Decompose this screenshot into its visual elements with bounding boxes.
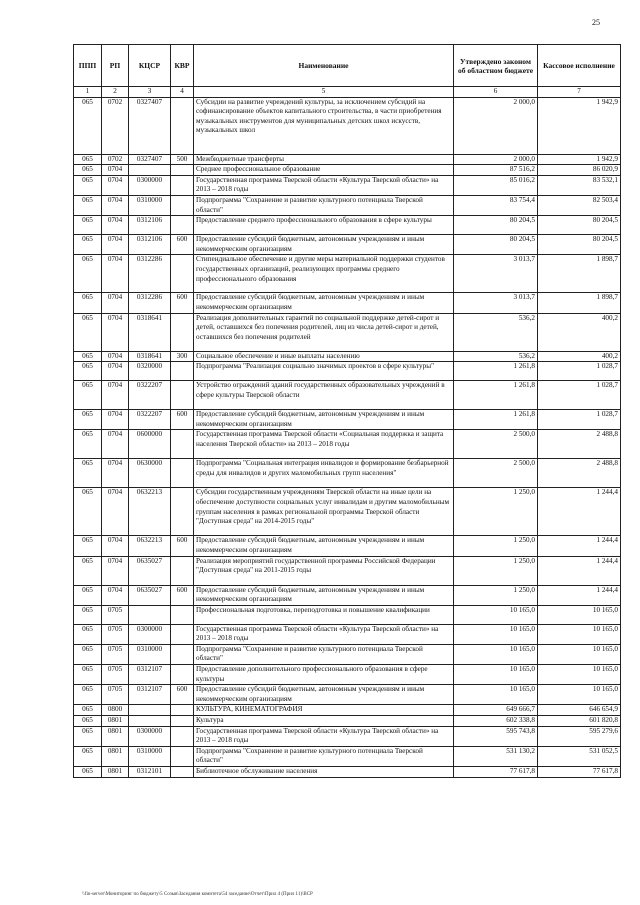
cell-name: КУЛЬТУРА, КИНЕМАТОГРАФИЯ <box>194 705 454 716</box>
cell-name: Субсидии государственным учреждениям Тверской области на иные цели на обеспечение доступности социальных услуг инвалидам и другим маломобильным группам населения в рамках региональной программы Тверской области "Доступная среда" на 2014-2015 годы" <box>194 488 454 536</box>
cell-approved: 1 250,0 <box>454 556 538 585</box>
table-row <box>74 430 621 459</box>
cell-name: Государственная программа Тверской области «Социальная поддержка и защита населения Тверской области» на 2013 – 2018 годы <box>194 430 454 459</box>
cell-kcsr: 0630000 <box>129 459 171 488</box>
cell-approved: 531 130,2 <box>454 746 538 766</box>
cell-kcsr <box>129 165 171 176</box>
cell-cash: 10 165,0 <box>538 644 621 664</box>
cell-cash: 1 942,9 <box>538 97 621 154</box>
cell-rp: 0705 <box>102 685 129 705</box>
cell-rp: 0704 <box>102 313 129 351</box>
table-row <box>74 154 621 165</box>
cell-kcsr: 0300000 <box>129 175 171 195</box>
col-number: 1 <box>74 87 102 98</box>
cell-kvr <box>171 459 194 488</box>
cell-kcsr: 0310000 <box>129 746 171 766</box>
cell-ppp: 065 <box>74 430 102 459</box>
cell-approved: 83 754,4 <box>454 195 538 215</box>
cell-approved: 2 500,0 <box>454 459 538 488</box>
cell-ppp: 065 <box>74 459 102 488</box>
table-row <box>74 381 621 410</box>
cell-rp: 0704 <box>102 585 129 605</box>
page-number: 25 <box>592 18 600 27</box>
cell-name: Межбюджетные трансферты <box>194 154 454 165</box>
cell-kcsr: 0318641 <box>129 351 171 362</box>
cell-ppp: 065 <box>74 235 102 255</box>
cell-kvr <box>171 362 194 381</box>
cell-name: Стипендиальное обеспечение и другие меры материальной поддержки студентов государственных организаций, реализующих программы среднего профессионального образования <box>194 255 454 293</box>
cell-kvr: 500 <box>171 154 194 165</box>
cell-approved: 85 016,2 <box>454 175 538 195</box>
table-row <box>74 362 621 381</box>
table-row <box>74 536 621 556</box>
cell-ppp: 065 <box>74 362 102 381</box>
cell-approved: 1 261,8 <box>454 410 538 430</box>
cell-name: Библиотечное обслуживание населения <box>194 767 454 778</box>
cell-ppp: 065 <box>74 536 102 556</box>
cell-rp: 0702 <box>102 97 129 154</box>
cell-name: Предоставление субсидий бюджетным, автономным учреждениям и иным некоммерческим организациям <box>194 235 454 255</box>
cell-approved: 10 165,0 <box>454 605 538 624</box>
cell-approved: 10 165,0 <box>454 644 538 664</box>
cell-rp: 0704 <box>102 216 129 235</box>
cell-kvr: 300 <box>171 351 194 362</box>
cell-rp: 0800 <box>102 705 129 716</box>
table-row <box>74 726 621 746</box>
cell-name: Культура <box>194 716 454 727</box>
table-row <box>74 175 621 195</box>
table-row <box>74 585 621 605</box>
cell-ppp: 065 <box>74 313 102 351</box>
table-row <box>74 351 621 362</box>
cell-approved: 2 000,0 <box>454 97 538 154</box>
table-row <box>74 685 621 705</box>
col-name: Наименование <box>194 45 454 87</box>
cell-kcsr <box>129 716 171 727</box>
table-row <box>74 665 621 685</box>
table-row <box>74 410 621 430</box>
cell-rp: 0705 <box>102 624 129 644</box>
cell-ppp: 065 <box>74 705 102 716</box>
cell-rp: 0704 <box>102 255 129 293</box>
cell-approved: 1 250,0 <box>454 488 538 536</box>
cell-cash: 1 898,7 <box>538 255 621 293</box>
cell-kvr: 600 <box>171 585 194 605</box>
col-number: 7 <box>538 87 621 98</box>
cell-kcsr: 0327407 <box>129 97 171 154</box>
cell-kcsr: 0312107 <box>129 685 171 705</box>
cell-name: Предоставление субсидий бюджетным, автономным учреждениям и иным некоммерческим организациям <box>194 585 454 605</box>
cell-rp: 0705 <box>102 665 129 685</box>
cell-kcsr: 0312101 <box>129 767 171 778</box>
cell-kcsr: 0312286 <box>129 255 171 293</box>
cell-name: Устройство ограждений зданий государственных образовательных учреждений в сфере культуры Тверской области <box>194 381 454 410</box>
column-number-row <box>74 87 621 98</box>
cell-approved: 536,2 <box>454 351 538 362</box>
table-row <box>74 313 621 351</box>
cell-cash: 80 204,5 <box>538 235 621 255</box>
cell-approved: 80 204,5 <box>454 235 538 255</box>
cell-kvr <box>171 767 194 778</box>
table-row <box>74 746 621 766</box>
cell-name: Предоставление субсидий бюджетным, автономным учреждениям и иным некоммерческим организациям <box>194 410 454 430</box>
cell-kcsr: 0310000 <box>129 195 171 215</box>
cell-rp: 0704 <box>102 175 129 195</box>
cell-kcsr: 0635027 <box>129 585 171 605</box>
cell-name: Предоставление субсидий бюджетным, автономным учреждениям и иным некоммерческим организациям <box>194 536 454 556</box>
col-number: 2 <box>102 87 129 98</box>
cell-cash: 1 244,4 <box>538 585 621 605</box>
cell-approved: 80 204,5 <box>454 216 538 235</box>
cell-ppp: 065 <box>74 216 102 235</box>
cell-approved: 10 165,0 <box>454 624 538 644</box>
cell-rp: 0702 <box>102 154 129 165</box>
cell-name: Подпрограмма "Сохранение и развитие культурного потенциала Тверской области" <box>194 746 454 766</box>
cell-kvr <box>171 705 194 716</box>
cell-cash: 1 898,7 <box>538 293 621 313</box>
cell-approved: 536,2 <box>454 313 538 351</box>
cell-approved: 649 666,7 <box>454 705 538 716</box>
cell-ppp: 065 <box>74 605 102 624</box>
cell-cash: 646 654,9 <box>538 705 621 716</box>
cell-cash: 1 244,4 <box>538 488 621 536</box>
cell-cash: 1 028,7 <box>538 410 621 430</box>
cell-rp: 0704 <box>102 556 129 585</box>
cell-name: Социальное обеспечение и иные выплаты населению <box>194 351 454 362</box>
cell-cash: 531 052,5 <box>538 746 621 766</box>
cell-kcsr: 0600000 <box>129 430 171 459</box>
cell-kcsr <box>129 605 171 624</box>
cell-approved: 1 250,0 <box>454 585 538 605</box>
cell-rp: 0704 <box>102 351 129 362</box>
cell-rp: 0704 <box>102 410 129 430</box>
cell-approved: 602 338,8 <box>454 716 538 727</box>
cell-cash: 2 488,8 <box>538 459 621 488</box>
col-kcsr: КЦСР <box>129 45 171 87</box>
cell-cash: 1 244,4 <box>538 536 621 556</box>
cell-rp: 0704 <box>102 430 129 459</box>
cell-kvr <box>171 216 194 235</box>
cell-cash: 80 204,5 <box>538 216 621 235</box>
cell-rp: 0704 <box>102 195 129 215</box>
cell-cash: 77 617,8 <box>538 767 621 778</box>
cell-cash: 2 488,8 <box>538 430 621 459</box>
cell-cash: 601 820,8 <box>538 716 621 727</box>
cell-approved: 595 743,8 <box>454 726 538 746</box>
cell-cash: 86 020,9 <box>538 165 621 176</box>
cell-approved: 1 250,0 <box>454 536 538 556</box>
budget-table <box>73 44 621 778</box>
cell-ppp: 065 <box>74 97 102 154</box>
cell-kcsr: 0635027 <box>129 556 171 585</box>
cell-name: Субсидии на развитие учреждений культуры, за исключением субсидий на софинансирование объектов капитального строительства, в части приобретения музыкальных инструментов для муниципальных детских школ искусств, музыкальных школ <box>194 97 454 154</box>
cell-kcsr: 0322207 <box>129 410 171 430</box>
cell-kcsr: 0312106 <box>129 216 171 235</box>
cell-cash: 1 942,9 <box>538 154 621 165</box>
cell-rp: 0704 <box>102 165 129 176</box>
table-row <box>74 293 621 313</box>
cell-kvr <box>171 381 194 410</box>
cell-ppp: 065 <box>74 644 102 664</box>
cell-name: Реализация мероприятий государственной программы Российской Федерации "Доступная среда" на 2011-2015 годы <box>194 556 454 585</box>
cell-rp: 0704 <box>102 488 129 536</box>
cell-kvr <box>171 175 194 195</box>
cell-kcsr: 0312106 <box>129 235 171 255</box>
cell-name: Предоставление среднего профессионального образования в сфере культуры <box>194 216 454 235</box>
cell-ppp: 065 <box>74 488 102 536</box>
cell-kvr <box>171 255 194 293</box>
table-header <box>74 45 621 98</box>
table-row <box>74 605 621 624</box>
cell-kvr: 600 <box>171 293 194 313</box>
cell-kvr <box>171 665 194 685</box>
cell-ppp: 065 <box>74 410 102 430</box>
cell-kcsr: 0312107 <box>129 665 171 685</box>
cell-name: Предоставление субсидий бюджетным, автономным учреждениям и иным некоммерческим организациям <box>194 685 454 705</box>
cell-kvr <box>171 716 194 727</box>
cell-approved: 1 261,8 <box>454 381 538 410</box>
cell-rp: 0801 <box>102 716 129 727</box>
cell-ppp: 065 <box>74 624 102 644</box>
table-row <box>74 624 621 644</box>
col-number: 5 <box>194 87 454 98</box>
cell-kcsr: 0327407 <box>129 154 171 165</box>
col-ppp: ППП <box>74 45 102 87</box>
cell-cash: 400,2 <box>538 351 621 362</box>
cell-name: Подпрограмма "Сохранение и развитие культурного потенциала Тверской области" <box>194 195 454 215</box>
cell-name: Реализация дополнительных гарантий по социальной поддержке детей-сирот и детей, оставшихся без попечения родителей, лиц из числа детей-сирот и детей, оставшихся без попечения родителей <box>194 313 454 351</box>
cell-cash: 1 028,7 <box>538 362 621 381</box>
cell-approved: 10 165,0 <box>454 685 538 705</box>
cell-ppp: 065 <box>74 685 102 705</box>
cell-cash: 10 165,0 <box>538 665 621 685</box>
cell-rp: 0705 <box>102 605 129 624</box>
cell-approved: 2 500,0 <box>454 430 538 459</box>
cell-kvr: 600 <box>171 536 194 556</box>
cell-ppp: 065 <box>74 556 102 585</box>
cell-kvr <box>171 313 194 351</box>
table-row <box>74 235 621 255</box>
cell-kvr: 600 <box>171 410 194 430</box>
cell-rp: 0704 <box>102 293 129 313</box>
cell-ppp: 065 <box>74 665 102 685</box>
cell-rp: 0801 <box>102 767 129 778</box>
col-number: 3 <box>129 87 171 98</box>
col-approved: Утверждено законом об областном бюджете <box>454 45 538 87</box>
cell-kvr: 600 <box>171 685 194 705</box>
table-row <box>74 705 621 716</box>
cell-rp: 0704 <box>102 235 129 255</box>
cell-kcsr: 0632213 <box>129 488 171 536</box>
cell-kcsr: 0632213 <box>129 536 171 556</box>
cell-name: Предоставление дополнительного профессионального образования в сфере культуры <box>194 665 454 685</box>
cell-kvr: 600 <box>171 235 194 255</box>
cell-cash: 10 165,0 <box>538 624 621 644</box>
cell-kvr <box>171 624 194 644</box>
cell-kcsr: 0300000 <box>129 726 171 746</box>
cell-kcsr <box>129 705 171 716</box>
cell-ppp: 065 <box>74 767 102 778</box>
table-row <box>74 488 621 536</box>
cell-name: Подпрограмма "Сохранение и развитие культурного потенциала Тверской области" <box>194 644 454 664</box>
cell-name: Среднее профессиональное образование <box>194 165 454 176</box>
table-row <box>74 165 621 176</box>
cell-rp: 0704 <box>102 459 129 488</box>
cell-kcsr: 0310000 <box>129 644 171 664</box>
cell-kvr <box>171 726 194 746</box>
cell-name: Государственная программа Тверской области «Культура Тверской области» на 2013 – 2018 годы <box>194 624 454 644</box>
table-row <box>74 255 621 293</box>
table-body <box>74 97 621 777</box>
cell-kvr <box>171 488 194 536</box>
cell-ppp: 065 <box>74 175 102 195</box>
cell-cash: 595 279,6 <box>538 726 621 746</box>
table-row <box>74 767 621 778</box>
cell-approved: 10 165,0 <box>454 665 538 685</box>
cell-name: Государственная программа Тверской области «Культура Тверской области» на 2013 – 2018 годы <box>194 175 454 195</box>
cell-cash: 82 503,4 <box>538 195 621 215</box>
cell-kcsr: 0320000 <box>129 362 171 381</box>
cell-ppp: 065 <box>74 585 102 605</box>
cell-kvr <box>171 605 194 624</box>
cell-cash: 83 532,1 <box>538 175 621 195</box>
col-rp: РП <box>102 45 129 87</box>
cell-ppp: 065 <box>74 293 102 313</box>
cell-kcsr: 0300000 <box>129 624 171 644</box>
cell-approved: 1 261,8 <box>454 362 538 381</box>
cell-kvr <box>171 165 194 176</box>
cell-ppp: 065 <box>74 165 102 176</box>
cell-cash: 1 244,4 <box>538 556 621 585</box>
cell-name: Профессиональная подготовка, переподготовка и повышение квалификации <box>194 605 454 624</box>
cell-kcsr: 0318641 <box>129 313 171 351</box>
cell-kvr <box>171 644 194 664</box>
cell-rp: 0704 <box>102 381 129 410</box>
table-row <box>74 97 621 154</box>
cell-ppp: 065 <box>74 726 102 746</box>
cell-name: Подпрограмма "Реализация социально значимых проектов в сфере культуры" <box>194 362 454 381</box>
table-row <box>74 459 621 488</box>
cell-cash: 10 165,0 <box>538 685 621 705</box>
cell-ppp: 065 <box>74 255 102 293</box>
cell-approved: 3 013,7 <box>454 293 538 313</box>
cell-approved: 87 516,2 <box>454 165 538 176</box>
cell-kcsr: 0312286 <box>129 293 171 313</box>
table-row <box>74 716 621 727</box>
cell-kvr <box>171 746 194 766</box>
cell-rp: 0801 <box>102 726 129 746</box>
cell-ppp: 065 <box>74 195 102 215</box>
cell-kvr <box>171 430 194 459</box>
cell-name: Предоставление субсидий бюджетным, автономным учреждениям и иным некоммерческим организациям <box>194 293 454 313</box>
cell-cash: 10 165,0 <box>538 605 621 624</box>
table-row <box>74 556 621 585</box>
cell-ppp: 065 <box>74 381 102 410</box>
col-kvr: КВР <box>171 45 194 87</box>
cell-ppp: 065 <box>74 154 102 165</box>
cell-rp: 0704 <box>102 362 129 381</box>
cell-rp: 0704 <box>102 536 129 556</box>
cell-approved: 77 617,8 <box>454 767 538 778</box>
table-row <box>74 195 621 215</box>
cell-name: Подпрограмма "Социальная интеграция инвалидов и формирование безбарьерной среды для инвалидов и других маломобильных групп населения" <box>194 459 454 488</box>
table-row <box>74 644 621 664</box>
cell-kvr <box>171 195 194 215</box>
cell-cash: 400,2 <box>538 313 621 351</box>
col-cash: Кассовое исполнение <box>538 45 621 87</box>
cell-kcsr: 0322207 <box>129 381 171 410</box>
cell-approved: 2 000,0 <box>454 154 538 165</box>
cell-ppp: 065 <box>74 351 102 362</box>
table-row <box>74 216 621 235</box>
cell-kvr <box>171 97 194 154</box>
cell-ppp: 065 <box>74 716 102 727</box>
cell-approved: 3 013,7 <box>454 255 538 293</box>
cell-kvr <box>171 556 194 585</box>
col-number: 6 <box>454 87 538 98</box>
file-path-footer: \\fin-server\Мониторинг по бюджету\5 Созыв\Заседания комитета\54 заседание\Отчет\Прил 4 (Прил 11)\ВСР <box>82 892 313 897</box>
cell-rp: 0705 <box>102 644 129 664</box>
cell-name: Государственная программа Тверской области «Культура Тверской области» на 2013 – 2018 годы <box>194 726 454 746</box>
col-number: 4 <box>171 87 194 98</box>
cell-rp: 0801 <box>102 746 129 766</box>
cell-cash: 1 028,7 <box>538 381 621 410</box>
cell-ppp: 065 <box>74 746 102 766</box>
